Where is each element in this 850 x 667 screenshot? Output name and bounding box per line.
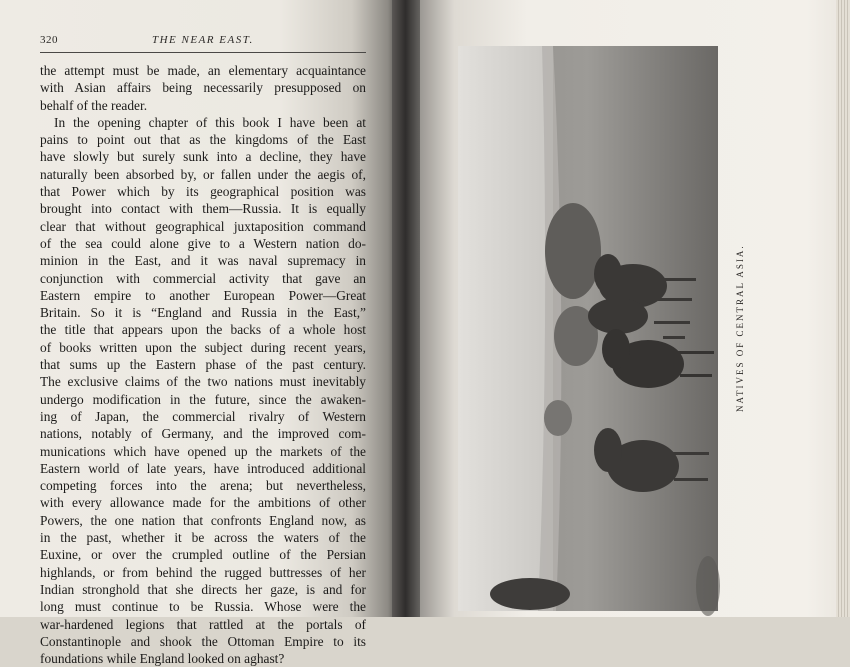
text-line: foundations while England looked on aghast? xyxy=(40,651,285,667)
book-gutter xyxy=(392,0,422,617)
page-edges xyxy=(836,0,850,617)
header-rule xyxy=(40,52,366,53)
text-line: Constantinople and shook the Ottoman Empire to its xyxy=(40,633,366,649)
photo-caption: NATIVES OF CENTRAL ASIA. xyxy=(735,244,745,412)
text-line: conjunction with commercial activity that gave an xyxy=(40,270,366,286)
text-line: of the sea could alone give to a Western nation do- xyxy=(40,235,366,251)
text-line: that sums up the Eastern phase of the past century. xyxy=(40,357,366,373)
text-line: pains to point out that as the kingdoms of the East xyxy=(40,132,366,148)
text-line: Britain. So it is “England and Russia in the East,” xyxy=(40,305,366,321)
text-line: competing forces into the arena; but nevertheless, xyxy=(40,478,366,494)
page-number: 320 xyxy=(40,34,58,46)
text-line: clear that without geographical juxtaposition command xyxy=(40,218,366,234)
text-line: behalf of the reader. xyxy=(40,97,148,113)
text-line: Euxine, or over the crumpled outline of the Persian xyxy=(40,547,366,563)
text-line: Indian stronghold that she directs her gaze, is and for xyxy=(40,581,366,597)
text-line: munications which have opened up the markets of the xyxy=(40,443,366,459)
text-line: Eastern world of late years, have introduced additional xyxy=(40,460,366,476)
photo-illustration xyxy=(458,46,718,611)
text-line: with every allowance made for the ambitions of other xyxy=(40,495,366,511)
text-line: that Power which by its geographical position was xyxy=(40,184,366,200)
text-line: of books written upon the subject during recent years, xyxy=(40,339,366,355)
text-line: in the past, whether it be across the waters of the xyxy=(40,530,366,546)
text-line: with Asian affairs being necessarily presupposed on xyxy=(40,80,366,96)
text-line: have slowly but surely sunk into a decline, they have xyxy=(40,149,366,165)
text-line: In the opening chapter of this book I have been at xyxy=(54,114,366,130)
text-line: the title that appears upon the backs of a whole host xyxy=(40,322,366,338)
text-line: The exclusive claims of the two nations must inevitably xyxy=(40,374,366,390)
text-line: the attempt must be made, an elementary acquaintance xyxy=(40,63,366,78)
text-line: war-hardened legions that rattled at the portals of xyxy=(40,616,366,632)
text-line: Eastern empire to another European Power—Great xyxy=(40,287,366,303)
text-line: nations, notably of Germany, and the improved com- xyxy=(40,426,366,442)
horsemen-photograph xyxy=(458,46,718,611)
running-title: THE NEAR EAST. xyxy=(152,34,254,46)
text-line: brought into contact with them—Russia. It is equally xyxy=(40,201,366,217)
body-text xyxy=(40,62,366,667)
text-line: Powers, the one nation that confronts England now, as xyxy=(40,512,366,528)
text-line: minion in the East, and it was naval supremacy in xyxy=(40,253,366,269)
text-line: ing of Japan, the commercial rivalry of Western xyxy=(40,408,366,424)
left-page xyxy=(0,0,400,667)
text-line: naturally been absorbed by, or fallen under the aegis of, xyxy=(40,166,366,182)
text-line: highlands, or from behind the rugged buttresses of her xyxy=(40,564,366,580)
text-line: long must continue to be Russia. Whose were the xyxy=(40,599,366,615)
running-head xyxy=(40,34,370,50)
text-line: undergo modification in the future, since the awaken- xyxy=(40,391,366,407)
